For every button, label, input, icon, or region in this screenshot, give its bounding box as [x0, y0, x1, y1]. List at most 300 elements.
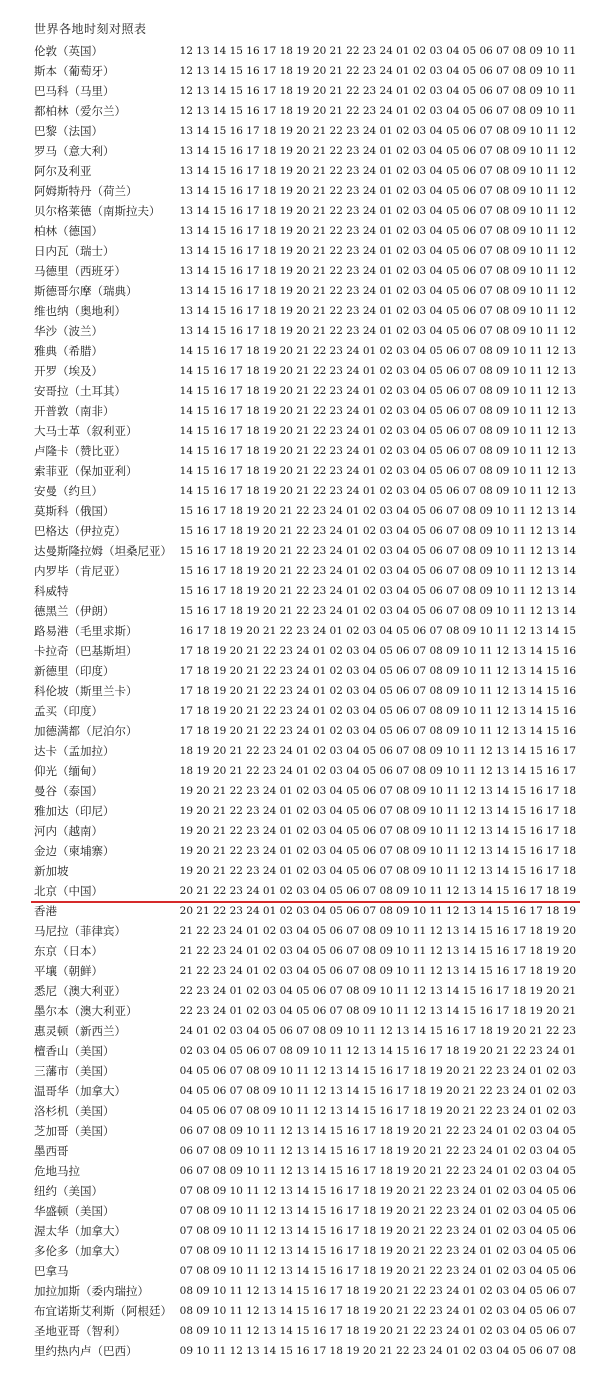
hour-cells: [178, 341, 578, 361]
hour-cell: 11: [512, 565, 527, 577]
hour-cell: 09: [412, 785, 427, 797]
hour-cell: 08: [396, 825, 410, 837]
hour-cell: 09: [529, 85, 543, 97]
hour-cell: 06: [446, 405, 460, 417]
hour-cell: 03: [512, 1205, 527, 1217]
hour-cell: 12: [346, 1045, 360, 1057]
hour-cell: 01: [496, 1165, 510, 1177]
hour-cell: 18: [246, 365, 260, 377]
hour-cell: 03: [379, 545, 393, 557]
hour-cell: 20: [446, 1065, 460, 1077]
hour-cell: 11: [479, 645, 493, 657]
hour-cell: 04: [429, 325, 443, 337]
hour-cell: 05: [446, 165, 460, 177]
hour-cell: 23: [362, 105, 377, 117]
hour-cell: 01: [379, 245, 393, 257]
hour-cell: 06: [562, 1185, 577, 1197]
hour-cell: 18: [562, 865, 577, 877]
hour-cell: 07: [379, 825, 393, 837]
hour-cell: 23: [429, 1305, 443, 1317]
hour-cell: 19: [546, 945, 560, 957]
hour-cell: 02: [496, 1205, 510, 1217]
hour-cell: 08: [496, 205, 510, 217]
hour-cell: 16: [496, 925, 510, 937]
hour-cell: 01: [262, 905, 277, 917]
time-table-rows: [0, 41, 600, 1361]
hour-cell: 11: [529, 365, 543, 377]
hour-cell: 11: [396, 985, 410, 997]
table-row: [0, 121, 600, 141]
hour-cell: 22: [546, 1025, 560, 1037]
hour-cell: 19: [179, 825, 194, 837]
hour-cell: 01: [379, 145, 393, 157]
hour-cell: 07: [412, 645, 427, 657]
hour-cell: 08: [196, 1245, 210, 1257]
hour-cell: 05: [446, 325, 460, 337]
city-name: 危地马拉: [34, 1164, 80, 1178]
hour-cell: 23: [346, 205, 360, 217]
hour-cell: 16: [229, 245, 243, 257]
hour-cell: 20: [296, 145, 310, 157]
hour-cell: 22: [312, 385, 327, 397]
hour-cell: 15: [212, 125, 227, 137]
hour-cell: 18: [562, 805, 577, 817]
hour-cell: 04: [529, 1245, 543, 1257]
hour-cell: 16: [312, 1325, 327, 1337]
table-row: [0, 1321, 600, 1341]
hour-cell: 07: [479, 165, 493, 177]
hour-cell: 24: [329, 545, 343, 557]
hour-cell: 21: [279, 525, 293, 537]
hour-cell: 16: [229, 265, 243, 277]
hour-cell: 24: [329, 605, 343, 617]
hour-cell: 10: [496, 605, 510, 617]
hour-cell: 19: [179, 805, 194, 817]
hour-cell: 05: [379, 705, 393, 717]
hour-cell: 12: [562, 305, 577, 317]
hour-cell: 19: [262, 385, 277, 397]
hour-cell: 18: [362, 1245, 377, 1257]
hour-cell: 15: [229, 105, 243, 117]
hour-cell: 08: [462, 585, 477, 597]
hour-cell: 13: [546, 585, 560, 597]
hour-cell: 10: [396, 925, 410, 937]
hour-cell: 01: [379, 125, 393, 137]
hour-cell: 23: [229, 885, 243, 897]
hour-cell: 06: [446, 425, 460, 437]
hour-cell: 21: [429, 1125, 443, 1137]
hour-cell: 22: [179, 1005, 194, 1017]
hour-cells: [178, 1061, 578, 1081]
hour-cell: 13: [262, 1305, 277, 1317]
hour-cell: 10: [462, 665, 477, 677]
hour-cell: 14: [279, 1325, 293, 1337]
hour-cell: 11: [446, 785, 460, 797]
hour-cell: 10: [429, 825, 443, 837]
hour-cell: 19: [246, 565, 260, 577]
hour-cell: 12: [279, 1165, 293, 1177]
hour-cell: 03: [412, 225, 427, 237]
hour-cell: 05: [196, 1085, 210, 1097]
hour-cell: 05: [312, 925, 327, 937]
hour-cell: 16: [212, 405, 227, 417]
hour-cell: 18: [546, 885, 560, 897]
hour-cells: [178, 81, 578, 101]
city-name: 开普敦（南非）: [34, 404, 115, 418]
hour-cell: 01: [312, 725, 327, 737]
hour-cell: 17: [212, 585, 227, 597]
hour-cell: 06: [446, 345, 460, 357]
hour-cell: 10: [379, 1005, 393, 1017]
hour-cell: 09: [512, 185, 527, 197]
hour-cell: 01: [312, 705, 327, 717]
hour-cell: 01: [346, 525, 360, 537]
hour-cell: 22: [329, 125, 343, 137]
hour-cell: 15: [196, 365, 210, 377]
city-name: 卡拉奇（巴基斯坦）: [34, 644, 138, 658]
hour-cell: 21: [312, 245, 327, 257]
hour-cell: 12: [562, 205, 577, 217]
hour-cell: 03: [562, 1105, 577, 1117]
hour-cell: 04: [279, 985, 293, 997]
hour-cell: 03: [262, 985, 277, 997]
hour-cell: 11: [546, 265, 560, 277]
hour-cell: 22: [479, 1085, 493, 1097]
hour-cell: 12: [546, 405, 560, 417]
hour-cell: 01: [279, 845, 293, 857]
hour-cell: 09: [446, 725, 460, 737]
hour-cell: 01: [496, 1145, 510, 1157]
hour-cell: 09: [496, 445, 510, 457]
hour-cell: 15: [296, 1285, 310, 1297]
hour-cell: 03: [312, 825, 327, 837]
hour-cell: 13: [279, 1245, 293, 1257]
hour-cell: 17: [246, 265, 260, 277]
hour-cell: 10: [512, 425, 527, 437]
hour-cell: 08: [429, 645, 443, 657]
hour-cell: 17: [396, 1105, 410, 1117]
hour-cell: 14: [179, 425, 194, 437]
hour-cell: 04: [396, 545, 410, 557]
hour-cells: [178, 301, 578, 321]
table-row: [0, 181, 600, 201]
hour-cell: 10: [496, 525, 510, 537]
hour-cell: 19: [396, 1125, 410, 1137]
hour-cell: 12: [229, 1345, 243, 1357]
hour-cell: 23: [312, 585, 327, 597]
hour-cell: 13: [179, 205, 194, 217]
hour-cell: 23: [362, 65, 377, 77]
hour-cell: 19: [212, 645, 227, 657]
hour-cell: 01: [396, 65, 410, 77]
hour-cell: 21: [412, 1205, 427, 1217]
hour-cell: 15: [329, 1165, 343, 1177]
hour-cell: 19: [246, 605, 260, 617]
hour-cell: 23: [429, 1285, 443, 1297]
hour-cell: 19: [246, 585, 260, 597]
hour-cell: 07: [412, 725, 427, 737]
hour-cell: 02: [412, 45, 427, 57]
hour-cell: 20: [229, 725, 243, 737]
hour-cell: 16: [229, 285, 243, 297]
hour-cells: [178, 281, 578, 301]
hour-cell: 18: [196, 725, 210, 737]
hour-cell: 01: [246, 965, 260, 977]
hour-cell: 04: [429, 305, 443, 317]
hour-cell: 07: [479, 285, 493, 297]
hour-cell: 22: [246, 765, 260, 777]
hour-cell: 13: [446, 965, 460, 977]
hour-cell: 24: [329, 565, 343, 577]
city-name: 温哥华（加拿大）: [34, 1084, 126, 1098]
hour-cell: 12: [262, 1205, 277, 1217]
hour-cell: 15: [212, 205, 227, 217]
hour-cells: [178, 141, 578, 161]
hour-cell: 12: [429, 925, 443, 937]
hour-cell: 17: [529, 905, 543, 917]
hour-cell: 16: [496, 965, 510, 977]
hour-cell: 11: [329, 1045, 343, 1057]
hour-cells: [178, 761, 578, 781]
hour-cell: 22: [296, 605, 310, 617]
hour-cell: 14: [562, 525, 577, 537]
hour-cell: 13: [179, 325, 194, 337]
city-name: 孟买（印度）: [34, 704, 103, 718]
hour-cell: 18: [262, 245, 277, 257]
hour-cell: 20: [512, 1025, 527, 1037]
hour-cells: [178, 321, 578, 341]
hour-cell: 21: [229, 765, 243, 777]
hour-cell: 08: [362, 945, 377, 957]
hour-cell: 03: [396, 465, 410, 477]
hour-cell: 15: [196, 445, 210, 457]
hour-cell: 12: [429, 945, 443, 957]
table-row: [0, 261, 600, 281]
hour-cell: 06: [396, 685, 410, 697]
hour-cell: 02: [296, 805, 310, 817]
table-row: [0, 521, 600, 541]
city-name: 卢隆卡（赞比亚）: [34, 444, 126, 458]
hour-cell: 03: [312, 865, 327, 877]
hour-cell: 06: [312, 1005, 327, 1017]
hour-cell: 05: [196, 1065, 210, 1077]
hour-cell: 07: [462, 345, 477, 357]
hour-cell: 23: [462, 1125, 477, 1137]
hour-cell: 17: [512, 965, 527, 977]
hour-cell: 19: [179, 865, 194, 877]
hour-cell: 23: [346, 325, 360, 337]
hour-cell: 11: [529, 345, 543, 357]
hour-cell: 12: [496, 665, 510, 677]
hour-cell: 18: [246, 465, 260, 477]
hour-cell: 09: [479, 545, 493, 557]
hour-cell: 17: [329, 1305, 343, 1317]
city-name: 伦敦（英国）: [34, 44, 103, 58]
hour-cell: 23: [246, 785, 260, 797]
hour-cell: 08: [446, 625, 460, 637]
hour-cell: 06: [362, 805, 377, 817]
hour-cell: 09: [196, 1325, 210, 1337]
hour-cell: 16: [346, 1165, 360, 1177]
hour-cell: 01: [279, 865, 293, 877]
hour-cell: 01: [362, 345, 377, 357]
hour-cell: 11: [546, 225, 560, 237]
hour-cell: 18: [362, 1225, 377, 1237]
hour-cell: 05: [562, 1145, 577, 1157]
table-row: [0, 81, 600, 101]
hour-cell: 12: [179, 45, 194, 57]
city-name: 科威特: [34, 584, 69, 598]
hour-cell: 15: [212, 305, 227, 317]
hour-cell: 16: [229, 305, 243, 317]
hour-cell: 23: [312, 505, 327, 517]
hour-cell: 18: [446, 1045, 460, 1057]
hour-cell: 12: [546, 365, 560, 377]
hour-cell: 15: [212, 165, 227, 177]
hour-cell: 03: [512, 1265, 527, 1277]
hour-cells: [178, 1341, 578, 1361]
hour-cell: 20: [312, 105, 327, 117]
hour-cell: 15: [546, 685, 560, 697]
hour-cell: 01: [262, 885, 277, 897]
hour-cell: 14: [312, 1165, 327, 1177]
table-row: [0, 781, 600, 801]
city-name: 河内（越南）: [34, 824, 103, 838]
hour-cell: 17: [362, 1165, 377, 1177]
hour-cell: 05: [379, 665, 393, 677]
hour-cell: 17: [246, 285, 260, 297]
hour-cell: 21: [312, 145, 327, 157]
hour-cell: 08: [479, 465, 493, 477]
hour-cell: 02: [396, 205, 410, 217]
hour-cell: 20: [262, 505, 277, 517]
hour-cell: 09: [462, 625, 477, 637]
hour-cell: 17: [246, 145, 260, 157]
hour-cell: 18: [246, 405, 260, 417]
table-row: [0, 141, 600, 161]
city-name: 仰光（缅甸）: [34, 764, 103, 778]
hour-cell: 23: [346, 185, 360, 197]
hour-cell: 20: [296, 205, 310, 217]
hour-cell: 06: [446, 445, 460, 457]
hour-cell: 06: [529, 1345, 543, 1357]
hour-cell: 12: [546, 345, 560, 357]
hour-cell: 18: [546, 905, 560, 917]
hour-cell: 11: [529, 485, 543, 497]
hour-cell: 04: [279, 1005, 293, 1017]
hour-cell: 06: [212, 1065, 227, 1077]
hour-cell: 09: [212, 1185, 227, 1197]
hour-cell: 22: [229, 805, 243, 817]
hour-cell: 18: [346, 1305, 360, 1317]
hour-cell: 12: [479, 745, 493, 757]
hour-cell: 09: [196, 1305, 210, 1317]
hour-cell: 17: [179, 705, 194, 717]
hour-cell: 16: [546, 745, 560, 757]
hour-cell: 05: [196, 1105, 210, 1117]
hour-cell: 13: [562, 465, 577, 477]
hour-cell: 24: [362, 305, 377, 317]
hour-cell: 06: [412, 625, 427, 637]
table-row: [0, 1141, 600, 1161]
hour-cell: 05: [362, 745, 377, 757]
hour-cell: 15: [179, 525, 194, 537]
hour-cell: 13: [179, 145, 194, 157]
hour-cell: 02: [329, 725, 343, 737]
hour-cell: 20: [396, 1225, 410, 1237]
hour-cell: 24: [362, 205, 377, 217]
hour-cell: 13: [479, 865, 493, 877]
hour-cell: 01: [362, 405, 377, 417]
hour-cell: 10: [246, 1145, 260, 1157]
hour-cell: 05: [362, 765, 377, 777]
hour-cell: 03: [429, 45, 443, 57]
hour-cell: 19: [296, 85, 310, 97]
hour-cell: 12: [279, 1125, 293, 1137]
hour-cell: 13: [512, 725, 527, 737]
hour-cell: 13: [279, 1225, 293, 1237]
hour-cell: 11: [562, 85, 577, 97]
hour-cell: 06: [562, 1205, 577, 1217]
hour-cell: 22: [346, 65, 360, 77]
hour-cell: 11: [529, 385, 543, 397]
hour-cell: 17: [346, 1225, 360, 1237]
hour-cell: 08: [346, 985, 360, 997]
hour-cell: 17: [229, 405, 243, 417]
hour-cell: 23: [229, 905, 243, 917]
hour-cell: 02: [212, 1025, 227, 1037]
city-name: 安曼（约旦）: [34, 484, 103, 498]
hour-cell: 14: [562, 605, 577, 617]
hour-cells: [178, 921, 578, 941]
hour-cell: 04: [429, 245, 443, 257]
hour-cell: 13: [279, 1205, 293, 1217]
hour-cell: 03: [346, 725, 360, 737]
hour-cell: 21: [312, 305, 327, 317]
hour-cell: 12: [262, 1185, 277, 1197]
hour-cell: 02: [512, 1145, 527, 1157]
hour-cell: 07: [179, 1245, 194, 1257]
hour-cell: 15: [196, 485, 210, 497]
city-name: 达曼斯隆拉姆（坦桑尼亚）: [34, 544, 172, 558]
hour-cell: 11: [479, 665, 493, 677]
hour-cell: 09: [379, 965, 393, 977]
hour-cell: 01: [362, 465, 377, 477]
hour-cell: 21: [312, 285, 327, 297]
hour-cell: 04: [396, 605, 410, 617]
hour-cell: 05: [546, 1245, 560, 1257]
hour-cell: 10: [529, 145, 543, 157]
hour-cell: 19: [346, 1345, 360, 1357]
hour-cell: 17: [196, 625, 210, 637]
hour-cell: 05: [412, 505, 427, 517]
hour-cells: [178, 681, 578, 701]
table-row: [0, 61, 600, 81]
hour-cell: 17: [262, 85, 277, 97]
hour-cell: 17: [179, 665, 194, 677]
hour-cell: 10: [529, 125, 543, 137]
hour-cell: 14: [296, 1225, 310, 1237]
hour-cell: 03: [512, 1185, 527, 1197]
hour-cell: 14: [562, 585, 577, 597]
hour-cell: 16: [479, 1005, 493, 1017]
hour-cell: 18: [229, 545, 243, 557]
hour-cell: 20: [279, 425, 293, 437]
table-row: [0, 481, 600, 501]
hour-cell: 23: [279, 665, 293, 677]
hour-cell: 14: [346, 1105, 360, 1117]
hour-cell: 04: [346, 765, 360, 777]
